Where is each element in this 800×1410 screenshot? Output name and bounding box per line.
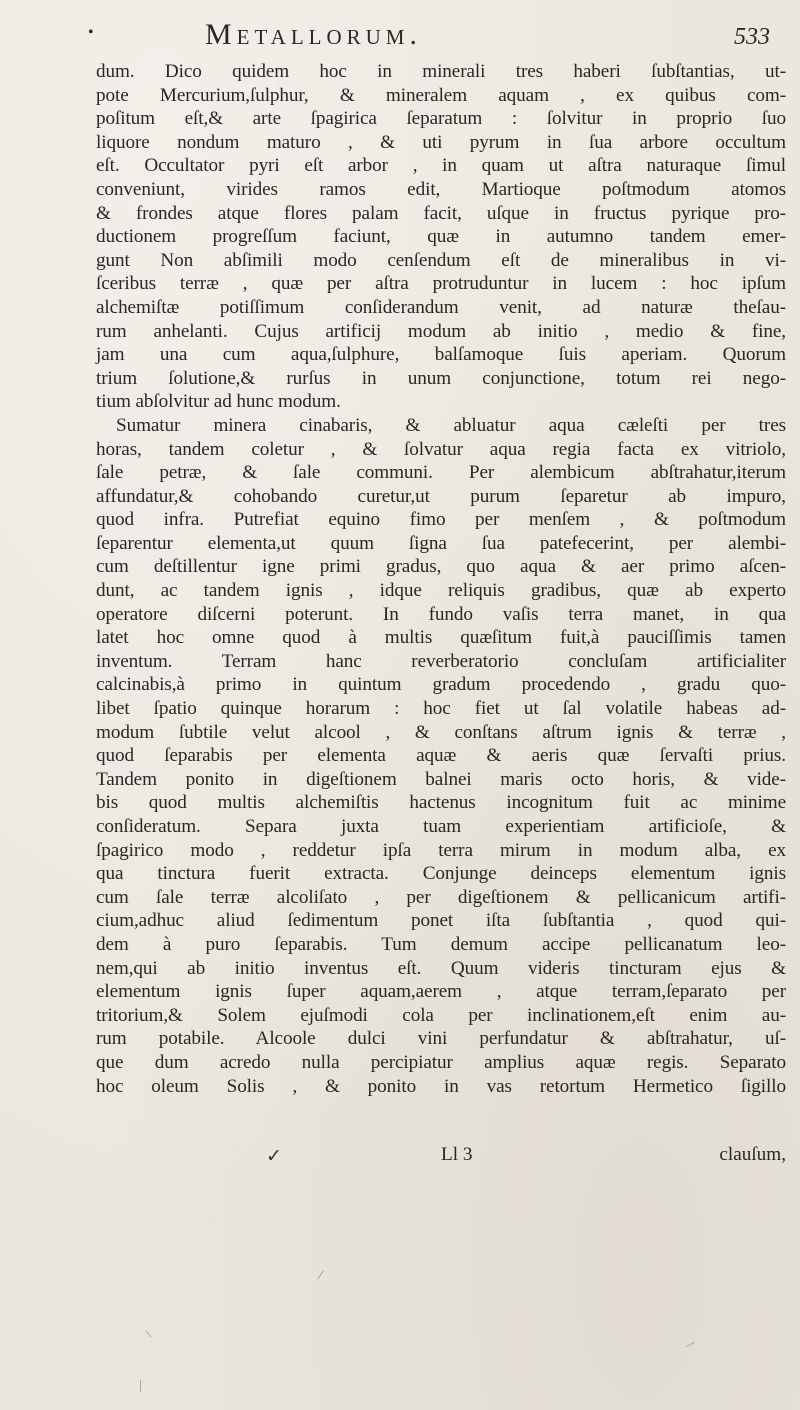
text-line: poſitum eſt,& arte ſpagirica ſeparatum : ſolvitur in proprio ſuo	[96, 108, 786, 130]
text-line: bis quod multis alchemiſtis hactenus incognitum fuit ac minime	[96, 792, 786, 814]
text-line: quod infra. Putrefiat equino fimo per menſem , & poſtmodum	[96, 509, 786, 531]
text-line: dunt, ac tandem ignis , idque reliquis gradibus, quæ ab experto	[96, 580, 786, 602]
text-line: gunt Non abſimili modo cenſendum eſt de mineralibus in vi-	[96, 249, 786, 271]
text-line: pote Mercurium,ſulphur, & mineralem aquam , ex quibus com-	[96, 84, 786, 106]
text-line: tritorium,& Solem ejuſmodi cola per inclinationem,eſt enim au-	[96, 1004, 786, 1026]
text-line: latet hoc omne quod à multis quæſitum fuit,à pauciſſimis tamen	[96, 627, 786, 649]
text-line: alchemiſtæ potiſſimum conſiderandum venit, ad naturæ theſau-	[96, 296, 786, 318]
text-line: & frondes atque flores palam facit, uſque in fructus pyrique pro-	[96, 202, 786, 224]
text-line: conſideratum. Separa juxta tuam experientiam artificioſe, &	[96, 816, 786, 837]
text-line: cum ſale terræ alcoliſato , per digeſtionem & pellicanicum artifi-	[96, 886, 786, 908]
text-line: inventum. Terram hanc reverberatorio concluſam artificialiter	[96, 650, 786, 672]
text-line: ſale petræ, & ſale communi. Per alembicum abſtrahatur,iterum	[96, 462, 786, 484]
text-line: dum. Dico quidem hoc in minerali tres haberi ſubſtantias, ut-	[96, 61, 786, 82]
signature-mark: Ll 3	[441, 1144, 473, 1165]
text-line: nem,qui ab initio inventus eſt. Quum videris tincturam ejus &	[96, 957, 786, 979]
page-number: 533	[734, 24, 770, 50]
text-line: calcinabis,à primo in quintum gradum procedendo , gradu quo-	[96, 674, 786, 696]
body-text	[96, 60, 786, 1098]
text-line: elementum ignis ſuper aquam,aerem , atque terram,ſeparato per	[96, 981, 786, 1003]
speck	[140, 1380, 141, 1392]
speck	[146, 1331, 152, 1338]
text-line: ductionem progreſſum faciunt, quæ in autumno tandem emer-	[96, 226, 786, 248]
text-line: qua tinctura fuerit extracta. Conjunge deinceps elementum ignis	[96, 863, 786, 885]
text-line: liquore nondum maturo , & uti pyrum in ſua arbore occultum	[96, 131, 786, 153]
text-line: rum anhelanti. Cujus artificij modum ab initio , medio & fine,	[96, 320, 786, 342]
text-line: conveniunt, virides ramos edit, Martioque poſtmodum atomos	[96, 178, 786, 200]
text-line: libet ſpatio quinque horarum : hoc fiet ut ſal volatile habeas ad-	[96, 698, 786, 720]
text-line: quod ſeparabis per elementa aquæ & aeris quæ ſervaſti prius.	[96, 745, 786, 767]
header-bullet: •	[88, 24, 94, 41]
text-line: jam una cum aqua,ſulphure, balſamoque ſuis aperiam. Quorum	[96, 344, 786, 366]
text-line: modum ſubtile velut alcool , & conſtans aſtrum ignis & terræ ,	[96, 721, 786, 743]
text-line: que dum acredo nulla percipiatur amplius aquæ regis. Separato	[96, 1051, 786, 1073]
text-line: Tandem ponito in digeſtionem balnei maris octo horis, & vide-	[96, 768, 786, 790]
text-line: cium,adhuc aliud ſedimentum ponet iſta ſubſtantia , quod qui-	[96, 910, 786, 932]
text-line: affundatur,& cohobando curetur,ut purum ſeparetur ab impuro,	[96, 485, 786, 507]
text-line: operatore diſcerni poterunt. In fundo vaſis terra manet, in qua	[96, 603, 786, 625]
text-line: rum potabile. Alcoole dulci vini perfundatur & abſtrahatur, uſ-	[96, 1028, 786, 1050]
speck	[317, 1271, 324, 1280]
page-footer	[96, 1144, 786, 1168]
catchword: clauſum,	[719, 1144, 786, 1165]
text-line: Sumatur minera cinabaris, & abluatur aqua cæleſti per tres	[116, 414, 786, 436]
text-line: trium ſolutione,& rurſus in unum conjunctione, totum rei nego-	[96, 367, 786, 389]
text-line: tium abſolvitur ad hunc modum.	[96, 391, 341, 413]
text-line: ſceribus terræ , quæ per aſtra protruduntur in lucem : hoc ipſum	[96, 273, 786, 295]
text-line: ſpagirico modo , reddetur ipſa terra mirum in modum alba, ex	[96, 839, 786, 861]
text-line: eſt. Occultator pyri eſt arbor , in quam ut aſtra naturaque ſimul	[96, 155, 786, 177]
text-line: cum deſtillentur igne primi gradus, quo aqua & aer primo aſcen-	[96, 556, 786, 578]
text-line: hoc oleum Solis , & ponito in vas retortum Hermetico ſigillo	[96, 1075, 786, 1097]
text-line: horas, tandem coletur , & ſolvatur aqua regia facta ex vitriolo,	[96, 438, 786, 460]
speck	[686, 1342, 694, 1347]
printer-mark: ✓	[266, 1146, 283, 1167]
running-header	[0, 18, 800, 58]
text-line: dem à puro ſeparabis. Tum demum accipe pellicanatum leo-	[96, 933, 786, 955]
running-title: Metallorum.	[205, 18, 422, 51]
text-line: ſeparentur elementa,ut quum ſigna ſua patefecerint, per alembi-	[96, 532, 786, 554]
